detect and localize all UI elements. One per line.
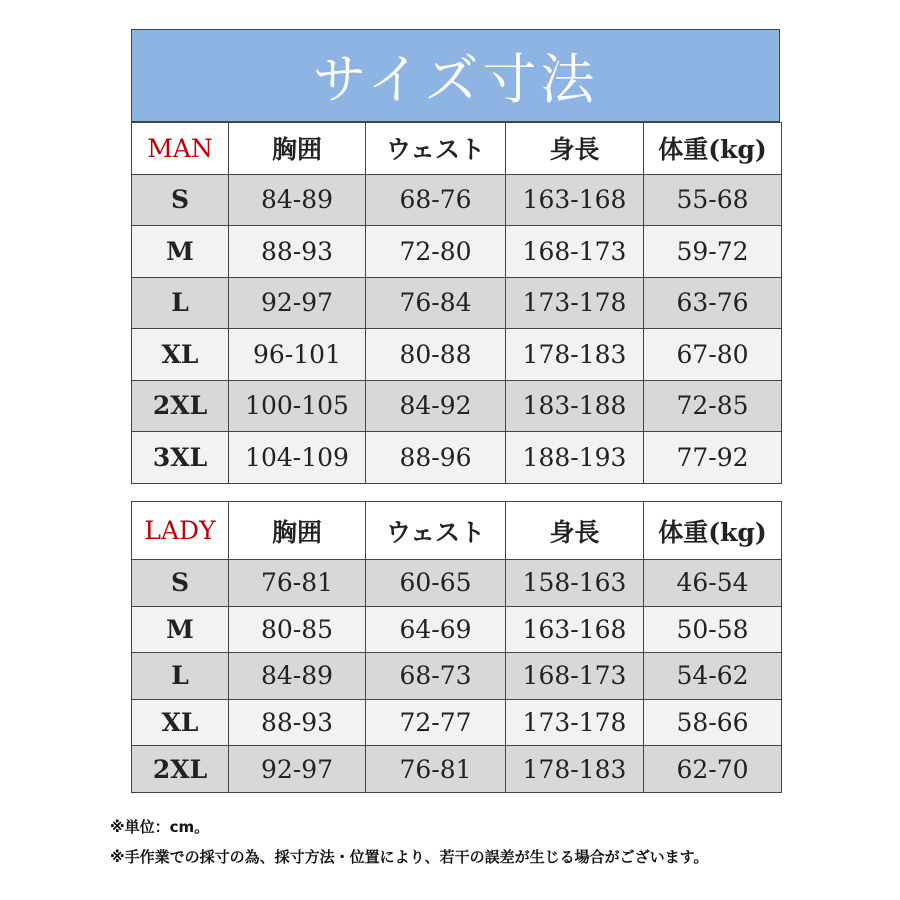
header-height: 身長 — [506, 502, 644, 560]
waist-cell: 68-73 — [366, 653, 506, 700]
height-cell: 178-183 — [506, 329, 644, 381]
height-cell: 158-163 — [506, 560, 644, 607]
waist-cell: 68-76 — [366, 174, 506, 226]
size-cell: S — [132, 174, 229, 226]
height-cell: 163-168 — [506, 606, 644, 653]
table-header-row — [132, 123, 782, 175]
size-cell: M — [132, 226, 229, 278]
table-row — [132, 174, 782, 226]
waist-cell: 64-69 — [366, 606, 506, 653]
table-row — [132, 699, 782, 746]
unit-note: ※単位：cm。 — [110, 818, 210, 836]
table-row — [132, 606, 782, 653]
height-cell: 168-173 — [506, 653, 644, 700]
header-weight: 体重(kg) — [644, 502, 782, 560]
waist-cell: 72-80 — [366, 226, 506, 278]
weight-cell: 77-92 — [644, 432, 782, 484]
header-chest: 胸囲 — [229, 502, 366, 560]
table-row — [132, 329, 782, 381]
weight-cell: 50-58 — [644, 606, 782, 653]
header-height: 身長 — [506, 123, 644, 175]
header-waist: ウェスト — [366, 502, 506, 560]
notes-block — [110, 812, 708, 872]
title-banner — [131, 29, 780, 122]
chest-cell: 92-97 — [229, 746, 366, 793]
chest-cell: 104-109 — [229, 432, 366, 484]
waist-cell: 80-88 — [366, 329, 506, 381]
size-cell: 2XL — [132, 746, 229, 793]
weight-cell: 72-85 — [644, 380, 782, 432]
chest-cell: 84-89 — [229, 174, 366, 226]
header-weight: 体重(kg) — [644, 123, 782, 175]
disclaimer-note: ※手作業での採寸の為、採寸方法・位置により、若干の誤差が生じる場合がございます。 — [110, 848, 709, 866]
chest-cell: 88-93 — [229, 699, 366, 746]
height-cell: 168-173 — [506, 226, 644, 278]
size-cell: M — [132, 606, 229, 653]
height-cell: 183-188 — [506, 380, 644, 432]
size-cell: XL — [132, 329, 229, 381]
waist-cell: 60-65 — [366, 560, 506, 607]
size-cell: L — [132, 277, 229, 329]
size-cell: 3XL — [132, 432, 229, 484]
height-cell: 173-178 — [506, 699, 644, 746]
chest-cell: 84-89 — [229, 653, 366, 700]
table-row — [132, 432, 782, 484]
size-cell: L — [132, 653, 229, 700]
height-cell: 178-183 — [506, 746, 644, 793]
page-title: サイズ寸法 — [312, 48, 599, 111]
waist-cell: 88-96 — [366, 432, 506, 484]
height-cell: 188-193 — [506, 432, 644, 484]
weight-cell: 58-66 — [644, 699, 782, 746]
table-header-row — [132, 502, 782, 560]
lady-size-table — [131, 501, 782, 793]
chest-cell: 76-81 — [229, 560, 366, 607]
weight-cell: 63-76 — [644, 277, 782, 329]
table-row — [132, 560, 782, 607]
height-cell: 173-178 — [506, 277, 644, 329]
table-row — [132, 653, 782, 700]
man-label: MAN — [132, 123, 229, 175]
header-waist: ウェスト — [366, 123, 506, 175]
table-row — [132, 746, 782, 793]
table-row — [132, 380, 782, 432]
height-cell: 163-168 — [506, 174, 644, 226]
table-row — [132, 277, 782, 329]
table-row — [132, 226, 782, 278]
chest-cell: 88-93 — [229, 226, 366, 278]
size-cell: XL — [132, 699, 229, 746]
weight-cell: 62-70 — [644, 746, 782, 793]
chest-cell: 80-85 — [229, 606, 366, 653]
chest-cell: 100-105 — [229, 380, 366, 432]
chest-cell: 92-97 — [229, 277, 366, 329]
lady-label: LADY — [132, 502, 229, 560]
size-cell: 2XL — [132, 380, 229, 432]
chest-cell: 96-101 — [229, 329, 366, 381]
weight-cell: 54-62 — [644, 653, 782, 700]
weight-cell: 55-68 — [644, 174, 782, 226]
weight-cell: 67-80 — [644, 329, 782, 381]
waist-cell: 84-92 — [366, 380, 506, 432]
size-cell: S — [132, 560, 229, 607]
header-chest: 胸囲 — [229, 123, 366, 175]
man-size-table — [131, 122, 782, 484]
waist-cell: 76-84 — [366, 277, 506, 329]
waist-cell: 72-77 — [366, 699, 506, 746]
weight-cell: 46-54 — [644, 560, 782, 607]
waist-cell: 76-81 — [366, 746, 506, 793]
weight-cell: 59-72 — [644, 226, 782, 278]
